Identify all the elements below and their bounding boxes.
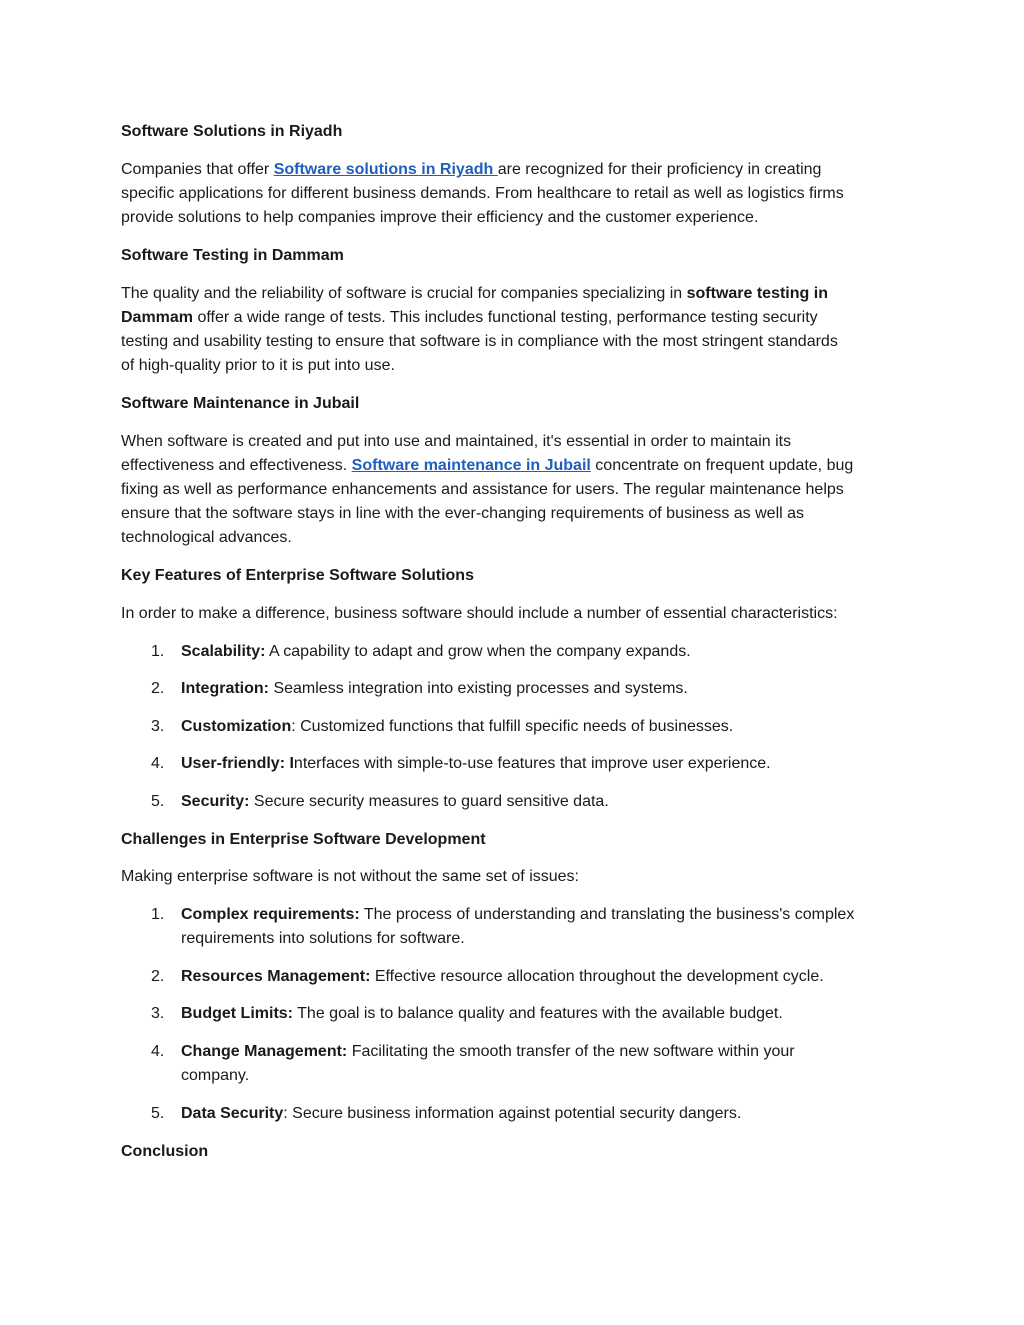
text-span: The process of understanding and translating the business's complex [359,906,855,923]
text-span: The goal is to balance quality and features with the available budget. [293,1005,783,1022]
bold-text: Scalability: [181,643,266,660]
text-line [181,790,901,814]
list-item-text [181,677,901,701]
heading-key-features: Key Features of Enterprise Software Solutions [121,567,474,584]
list-item-text [181,1102,901,1126]
text-line [121,282,896,306]
heading-riyadh: Software Solutions in Riyadh [121,123,343,140]
link-software-maintenance-jubail[interactable]: Software maintenance in Jubail [351,457,591,474]
heading-jubail: Software Maintenance in Jubail [121,395,360,412]
text-line [181,640,901,664]
list-item-text [181,752,901,776]
bold-text: Budget Limits: [181,1005,293,1022]
bold-text: Data Security [181,1105,284,1122]
list-number: 3. [151,718,165,735]
text-line [181,903,901,927]
bold-text: Change Management: [181,1043,348,1060]
link-software-solutions-riyadh[interactable]: Software solutions in Riyadh [273,161,498,178]
list-number: 4. [151,1043,165,1060]
paragraph-jubail [121,430,896,550]
text-span: effectiveness and effectiveness. [121,457,352,474]
text-line: company. [181,1067,250,1084]
text-line: When software is created and put into use and maintained, it's essential in order to maintain its [121,433,792,450]
text-line: provide solutions to help companies improve their efficiency and the customer experience. [121,209,759,226]
list-number: 5. [151,1105,165,1122]
text-line: requirements into solutions for software. [181,930,465,947]
text-span: Secure security measures to guard sensitive data. [249,793,609,810]
text-span: concentrate on frequent update, bug [590,457,854,474]
text-line: fixing as well as performance enhancements and assistance for users. The regular maintenance helps [121,481,844,498]
list-item-text [181,965,901,989]
heading-dammam: Software Testing in Dammam [121,247,344,264]
list-number: 2. [151,680,165,697]
text-line [181,715,901,739]
bold-text: User-friendly: I [181,755,294,772]
text-line: In order to make a difference, business software should include a number of essential characteristics: [121,605,838,622]
list-number: 3. [151,1005,165,1022]
text-line [181,1102,901,1126]
text-line [181,965,901,989]
paragraph-dammam [121,282,896,378]
bold-text: Dammam [121,309,194,326]
bold-text: Integration: [181,680,269,697]
list-number: 4. [151,755,165,772]
text-line [181,1002,901,1026]
list-item-text [181,1040,901,1088]
text-span: nterfaces with simple-to-use features that improve user experience. [293,755,771,772]
text-span: : Customized functions that fulfill specific needs of businesses. [291,718,734,735]
bold-text: software testing in [686,285,828,302]
text-span: The quality and the reliability of software is crucial for companies specializing in [121,285,687,302]
bold-text: Resources Management: [181,968,371,985]
heading-conclusion: Conclusion [121,1143,209,1160]
text-line: Making enterprise software is not without the same set of issues: [121,868,579,885]
list-number: 1. [151,643,165,660]
list-number: 2. [151,968,165,985]
text-line [181,677,901,701]
text-line [121,158,896,182]
text-span: Companies that offer [121,161,274,178]
text-line [121,454,896,478]
text-span: Seamless integration into existing processes and systems. [269,680,688,697]
text-span: : Secure business information against potential security dangers. [283,1105,742,1122]
text-line: of high-quality prior to it is put into use. [121,357,395,374]
list-item-text [181,640,901,664]
text-line: ensure that the software stays in line with the ever-changing requirements of business as well as [121,505,805,522]
text-line: technological advances. [121,529,292,546]
paragraph-features-intro [121,602,896,626]
text-span: offer a wide range of tests. This includes functional testing, performance testing security [193,309,818,326]
text-line [121,306,896,330]
paragraph-riyadh [121,158,896,230]
text-span: A capability to adapt and grow when the company expands. [265,643,691,660]
text-line [181,752,901,776]
list-number: 5. [151,793,165,810]
bold-text: Customization [181,718,292,735]
text-line: specific applications for different business demands. From healthcare to retail as well as logistics firms [121,185,844,202]
paragraph-challenges-intro [121,865,896,889]
list-item-text [181,715,901,739]
heading-challenges: Challenges in Enterprise Software Development [121,831,486,848]
text-line: testing and usability testing to ensure that software is in compliance with the most stringent standards [121,333,838,350]
text-span: Effective resource allocation throughout the development cycle. [370,968,824,985]
bold-text: Security: [181,793,250,810]
text-span: are recognized for their proficiency in creating [497,161,822,178]
bold-text: Complex requirements: [181,906,360,923]
list-item-text [181,790,901,814]
text-span: Facilitating the smooth transfer of the new software within your [347,1043,795,1060]
list-item-text [181,1002,901,1026]
text-line [181,1040,901,1064]
list-number: 1. [151,906,165,923]
list-item-text [181,903,901,951]
